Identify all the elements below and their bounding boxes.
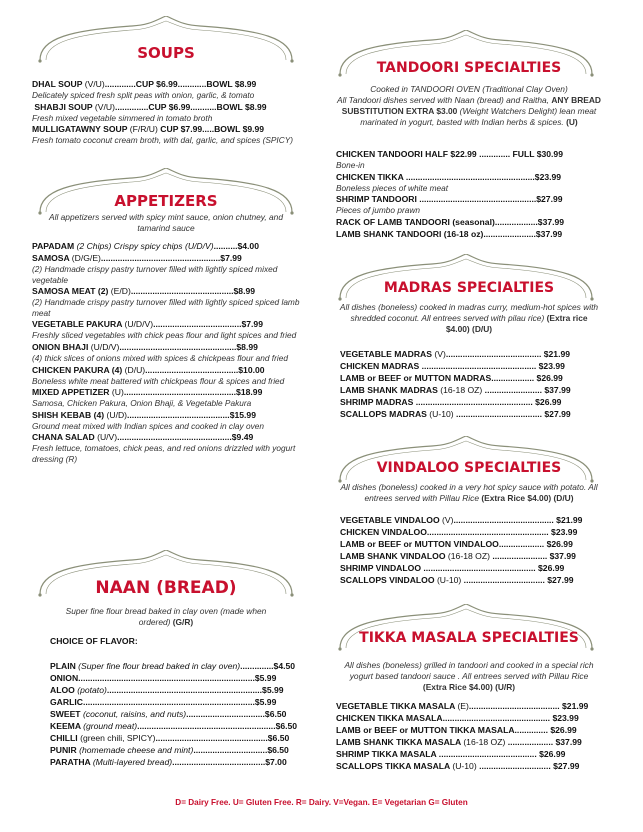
item-name: SCALLOPS VINDALOO xyxy=(340,575,435,585)
item-price: ...............................................$18.99 xyxy=(123,387,263,398)
item-name: SAMOSA MEAT (2) xyxy=(32,286,109,297)
item-description: Bone-in xyxy=(336,160,365,170)
item-tag: (E) xyxy=(457,701,469,711)
item-description: Ground meat mixed with Indian spices and cooked in clay oven xyxy=(32,420,264,431)
item-name: GARLIC xyxy=(50,697,83,707)
item-tag: (Multi-layered bread) xyxy=(92,757,173,767)
vindaloo-section xyxy=(332,436,606,606)
menu-item xyxy=(336,193,606,216)
tandoori-list xyxy=(336,148,606,240)
item-price: .................................................................$5.99 xyxy=(106,685,284,695)
madras-title: MADRAS SPECIALTIES xyxy=(383,280,555,296)
madras-intro-text: All dishes (boneless) cooked in madras curry, medium-hot spices with shredded coconut. All entrees served with pilau rice) xyxy=(339,302,599,323)
item-tag: (U/D) xyxy=(106,409,128,420)
item-name: VEGETABLE PAKURA xyxy=(32,319,123,330)
item-name: CHICKEN PAKURA (4) xyxy=(32,364,123,375)
item-name: LAMB or BEEF or MUTTON MADRAS xyxy=(340,373,492,383)
item-name: LAMB SHANK TANDOORI (16-18 oz)......................$37.99 xyxy=(336,228,563,239)
item-price: .................................... $27.99 xyxy=(453,409,571,419)
naan-intro-tag: (G/R) xyxy=(172,617,194,627)
item-name: SWEET xyxy=(50,709,81,719)
vindaloo-intro-tag: (Extra Rice $4.00) (D/U) xyxy=(481,493,574,503)
naan-intro xyxy=(52,606,280,628)
item-description: Boneless pieces of white meat xyxy=(336,182,449,193)
item-name: SHRIMP MADRAS xyxy=(340,397,414,407)
item-price: ................... $26.99 xyxy=(498,539,573,549)
item-name: LAMB or BEEF or MUTTON TIKKA MASALA xyxy=(336,725,515,735)
appetizers-list xyxy=(32,240,300,465)
item-tag: (E/D) xyxy=(110,286,131,297)
tandoori-intro-text2: (Weight Watchers Delight) lean meat marinated in yogurt, basted with Indian herbs & spices. xyxy=(360,106,597,127)
item-description: Boneless white meat battered with chickpeas flour & spices and fried xyxy=(32,375,285,386)
item-name: MIXED APPETIZER xyxy=(32,387,110,398)
menu-item xyxy=(336,700,606,712)
item-name: LAMB SHANK TIKKA MASALA xyxy=(336,737,461,747)
menu-item xyxy=(32,341,300,364)
item-price: .................. $26.99 xyxy=(491,373,563,383)
menu-item xyxy=(32,431,300,464)
item-tag: (ground meat) xyxy=(83,721,138,731)
item-name: CHICKEN MADRAS xyxy=(340,361,420,371)
item-name: SCALLOPS MADRAS xyxy=(340,409,427,419)
vindaloo-intro-text: All dishes (boneless) cooked in a very hot spicy sauce with potato. All entrees served with Pillau Rice xyxy=(340,482,598,503)
tandoori-intro-text: All Tandoori dishes served with Naan (bread) and Raitha, xyxy=(337,95,549,105)
item-tag: (U-10) xyxy=(436,575,462,585)
item-price: ...........................................$8.99 xyxy=(130,286,256,297)
menu-item xyxy=(336,216,606,228)
madras-intro-tag: (Extra rice $4.00) (D/U) xyxy=(445,313,588,334)
item-description: (2) Handmade crispy pastry turnover filled with lightly spiced mixed vegetable xyxy=(32,264,278,285)
menu-item xyxy=(32,409,300,432)
tikka-title: TIKKA MASALA SPECIALTIES xyxy=(359,630,579,646)
item-price: ................................................. $26.99 xyxy=(413,397,562,407)
tandoori-intro-line2 xyxy=(332,95,606,128)
item-tag: (16-18 OZ) xyxy=(463,737,506,747)
item-description: Freshly sliced vegetables with chick peas flour and light spices and fried xyxy=(32,330,297,341)
item-tag: (coconut, raisins, and nuts) xyxy=(82,709,187,719)
item-price: .................................................$8.99 xyxy=(119,341,258,352)
menu-item xyxy=(32,252,300,285)
tikka-intro xyxy=(340,660,598,693)
menu-item xyxy=(50,744,300,756)
menu-item xyxy=(340,408,606,420)
menu-item xyxy=(336,148,606,171)
menu-item xyxy=(32,364,300,387)
tandoori-bread-note: ANY BREAD SUBSTITUTION EXTRA $3.00 xyxy=(341,95,601,116)
item-name: CHICKEN VINDALOO xyxy=(340,527,427,537)
tandoori-intro-line1: Cooked in TANDOORI OVEN (Traditional Clay Oven) xyxy=(370,84,568,94)
item-price: ............................................. $23.99 xyxy=(442,713,579,723)
item-name: SHRIMP TIKKA MASALA xyxy=(336,749,437,759)
item-tag: (16-18 OZ) xyxy=(440,385,483,395)
naan-title: NAAN (BREAD) xyxy=(95,578,237,598)
item-price: CUP $7.99.....BOWL $9.99 xyxy=(157,124,265,135)
item-price: ....................... $37.99 xyxy=(489,551,576,561)
item-name: MULLIGATAWNY SOUP xyxy=(32,124,128,135)
item-price: ...............................$6.50 xyxy=(193,745,289,755)
item-description: (2) Handmade crispy pastry turnover filled with lightly spiced spiced lamb meat xyxy=(32,297,300,318)
item-name: PAPADAM xyxy=(32,241,75,251)
item-name: DHAL SOUP xyxy=(32,79,83,89)
menu-item xyxy=(32,101,300,124)
item-tag: (V) xyxy=(434,349,446,359)
item-name: CHILLI xyxy=(50,733,78,743)
item-price: ..........................................................................$5.99 xyxy=(78,673,277,683)
item-name: SAMOSA xyxy=(32,253,70,263)
item-description: Pieces of jumbo prawn xyxy=(336,205,420,216)
menu-item xyxy=(32,78,300,101)
menu-item xyxy=(340,574,606,586)
item-price: ................................................$9.49 xyxy=(117,432,254,443)
item-price: ..............CUP $6.99...........BOWL $8.99 xyxy=(114,101,267,112)
item-tag: (U-10) xyxy=(452,761,477,771)
naan-list xyxy=(50,660,300,768)
item-tag: (D/G/E) xyxy=(71,253,101,263)
menu-item xyxy=(336,724,606,736)
item-tag: (V/U) xyxy=(94,101,115,112)
menu-item xyxy=(340,384,606,396)
item-tag: (D/U) xyxy=(124,364,146,375)
tikka-intro-tag: (Extra Rice $4.00) (U/R) xyxy=(422,682,516,692)
item-description: Fresh mixed vegetable simmered in tomato broth xyxy=(32,112,213,123)
item-price: ..................................................$7.99 xyxy=(100,253,242,263)
item-price: ........................ $37.99 xyxy=(482,385,571,395)
madras-list xyxy=(340,348,606,420)
item-price: .......................................... $21.99 xyxy=(453,515,583,525)
menu-item xyxy=(340,550,606,562)
item-description: (4) thick slices of onions mixed with spices & chickpeas flour and fried xyxy=(32,352,288,363)
menu-item xyxy=(50,756,300,768)
item-price: ................................................... $23.99 xyxy=(426,527,578,537)
item-tag: (U) xyxy=(111,387,124,398)
tikka-list xyxy=(336,700,606,772)
item-tag: (V) xyxy=(442,515,454,525)
menu-item xyxy=(340,514,606,526)
item-name: VEGETABLE TIKKA MASALA xyxy=(336,701,456,711)
item-name: SHABJI SOUP xyxy=(34,101,93,112)
item-price: .......................................$10.00 xyxy=(145,364,265,375)
item-description: Delicately spiced fresh split peas with onion, garlic, & tomato xyxy=(32,90,255,100)
item-tag: (U/V) xyxy=(97,432,118,443)
item-tag: (U/D/V) xyxy=(90,341,120,352)
item-price: ........................................ $21.99 xyxy=(445,349,571,359)
dietary-legend: D= Dairy Free. U= Gluten Free. R= Dairy. V=Vegan. E= Vegetarian G= Gluten xyxy=(175,798,468,807)
item-price: ...............................................$6.50 xyxy=(155,733,290,743)
menu-item xyxy=(336,712,606,724)
item-price: .................................. $27.99 xyxy=(461,575,574,585)
naan-section xyxy=(32,550,300,790)
menu-item xyxy=(336,748,606,760)
naan-intro-text: Super fine flour bread baked in clay oven (made when ordered) xyxy=(65,606,267,627)
menu-item xyxy=(340,396,606,408)
menu-item xyxy=(32,285,300,318)
item-name: SHRIMP VINDALOO xyxy=(340,563,422,573)
item-name: SCALLOPS TIKKA MASALA xyxy=(336,761,450,771)
menu-item xyxy=(32,240,300,252)
item-price: ................... $37.99 xyxy=(505,737,582,747)
menu-item xyxy=(340,348,606,360)
item-tag: (2 Chips) Crispy spicy chips (U/D/V) xyxy=(76,241,214,251)
item-price: ...........................................$15.99 xyxy=(127,409,256,420)
appetizers-title: APPETIZERS xyxy=(114,192,218,210)
item-description: Fresh tomato coconut cream broth, with dal, garlic, and spices (SPICY) xyxy=(32,135,293,146)
item-name: CHANA SALAD xyxy=(32,432,95,443)
item-price: ................................................ $23.99 xyxy=(419,361,565,371)
naan-choice-label: CHOICE OF FLAVOR: xyxy=(50,636,138,646)
item-tag: (U-10) xyxy=(429,409,454,419)
item-name: LAMB SHANK MADRAS xyxy=(340,385,438,395)
menu-item xyxy=(340,562,606,574)
tandoori-section xyxy=(332,30,606,260)
item-price: .............CUP $6.99............BOWL $8.99 xyxy=(104,79,257,89)
item-tag: (Super fine flour bread baked in clay oven) xyxy=(78,661,241,671)
item-description: Fresh lettuce, tomatoes, chick peas, and red onions drizzled with yogurt dressing (R) xyxy=(32,443,296,464)
item-price: .................................$6.50 xyxy=(186,709,287,719)
item-price: ...................................... $21.99 xyxy=(468,701,589,711)
vindaloo-title: VINDALOO SPECIALTIES xyxy=(376,460,562,476)
item-tag: (U/D/V) xyxy=(124,319,154,330)
item-name: ONION BHAJI xyxy=(32,341,89,352)
menu-item xyxy=(340,372,606,384)
item-price: ..........................................................$6.50 xyxy=(137,721,298,731)
item-price: ..............$4.50 xyxy=(240,661,296,671)
menu-item xyxy=(32,318,300,341)
madras-intro xyxy=(338,302,600,335)
menu-item xyxy=(32,386,300,409)
item-name: VEGETABLE VINDALOO xyxy=(340,515,440,525)
item-description: Samosa, Chicken Pakura, Onion Bhaji, & Vegetable Pakura xyxy=(32,398,252,409)
vindaloo-list xyxy=(340,514,606,586)
tandoori-intro-tag: (U) xyxy=(566,117,578,127)
menu-item xyxy=(336,228,606,240)
item-name: LAMB SHANK VINDALOO xyxy=(340,551,446,561)
item-tag: (potato) xyxy=(77,685,107,695)
menu-item xyxy=(50,684,300,696)
item-name: VEGETABLE MADRAS xyxy=(340,349,432,359)
tikka-masala-section xyxy=(332,604,606,794)
item-price: ..........$4.00 xyxy=(213,241,259,251)
item-price: ............................................... $26.99 xyxy=(421,563,565,573)
item-name: RACK OF LAMB TANDOORI (seasonal)..................$37.99 xyxy=(336,216,565,227)
soups-section xyxy=(32,16,300,176)
madras-section xyxy=(332,254,606,434)
item-price: .......................................$7.00 xyxy=(172,757,287,767)
item-name: PUNIR xyxy=(50,745,77,755)
item-name: SHRIMP TANDOORI .................................................$27.99 xyxy=(336,194,563,205)
item-tag: (green chili, SPICY) xyxy=(80,733,156,743)
item-tag: (homemade cheese and mint) xyxy=(79,745,194,755)
menu-item xyxy=(50,672,300,684)
item-name: KEEMA xyxy=(50,721,81,731)
item-price: ......................................... $26.99 xyxy=(436,749,566,759)
menu-item xyxy=(50,720,300,732)
menu-item xyxy=(340,538,606,550)
appetizers-section xyxy=(32,168,300,548)
item-name: PARATHA xyxy=(50,757,91,767)
item-price: .............. $26.99 xyxy=(514,725,577,735)
item-name: SHISH KEBAB (4) xyxy=(32,409,105,420)
item-name: LAMB or BEEF or MUTTON VINDALOO xyxy=(340,539,499,549)
tikka-intro-text: All dishes (boneless) grilled in tandoori and cooked in a special rich yogurt based tandoori sauce . All entrees served with Pillau Rice xyxy=(344,660,594,681)
item-name: CHICKEN TIKKA ......................................................$23.99 xyxy=(336,171,562,182)
menu-item xyxy=(50,696,300,708)
soups-list xyxy=(32,78,300,146)
item-price: .....................................$7.99 xyxy=(153,319,263,330)
menu-item xyxy=(340,360,606,372)
appetizers-intro: All appetizers served with spicy mint sauce, onion chutney, and tamarind sauce xyxy=(49,212,283,233)
item-price: ........................................................................$5.99 xyxy=(82,697,277,707)
item-tag: (16-18 OZ) xyxy=(447,551,490,561)
item-name: ONION xyxy=(50,673,79,683)
menu-item xyxy=(336,736,606,748)
menu-item xyxy=(336,760,606,772)
soups-title: SOUPS xyxy=(137,44,195,62)
menu-item xyxy=(50,660,300,672)
item-price: .............................. $27.99 xyxy=(476,761,580,771)
menu-item xyxy=(50,708,300,720)
menu-item xyxy=(50,732,300,744)
item-name: CHICKEN TANDOORI HALF $22.99 ............. FULL $30.99 xyxy=(336,149,563,159)
tandoori-intro xyxy=(332,84,606,128)
item-name: ALOO xyxy=(50,685,75,695)
item-name: CHICKEN TIKKA MASALA xyxy=(336,713,443,723)
tandoori-title: TANDOORI SPECIALTIES xyxy=(376,60,562,76)
menu-item xyxy=(340,526,606,538)
vindaloo-intro xyxy=(332,482,606,504)
item-tag: (F/R/U) xyxy=(129,124,158,135)
menu-item xyxy=(32,123,300,146)
item-tag: (V/U) xyxy=(84,79,105,89)
menu-item xyxy=(336,171,606,194)
item-name: PLAIN xyxy=(50,661,76,671)
